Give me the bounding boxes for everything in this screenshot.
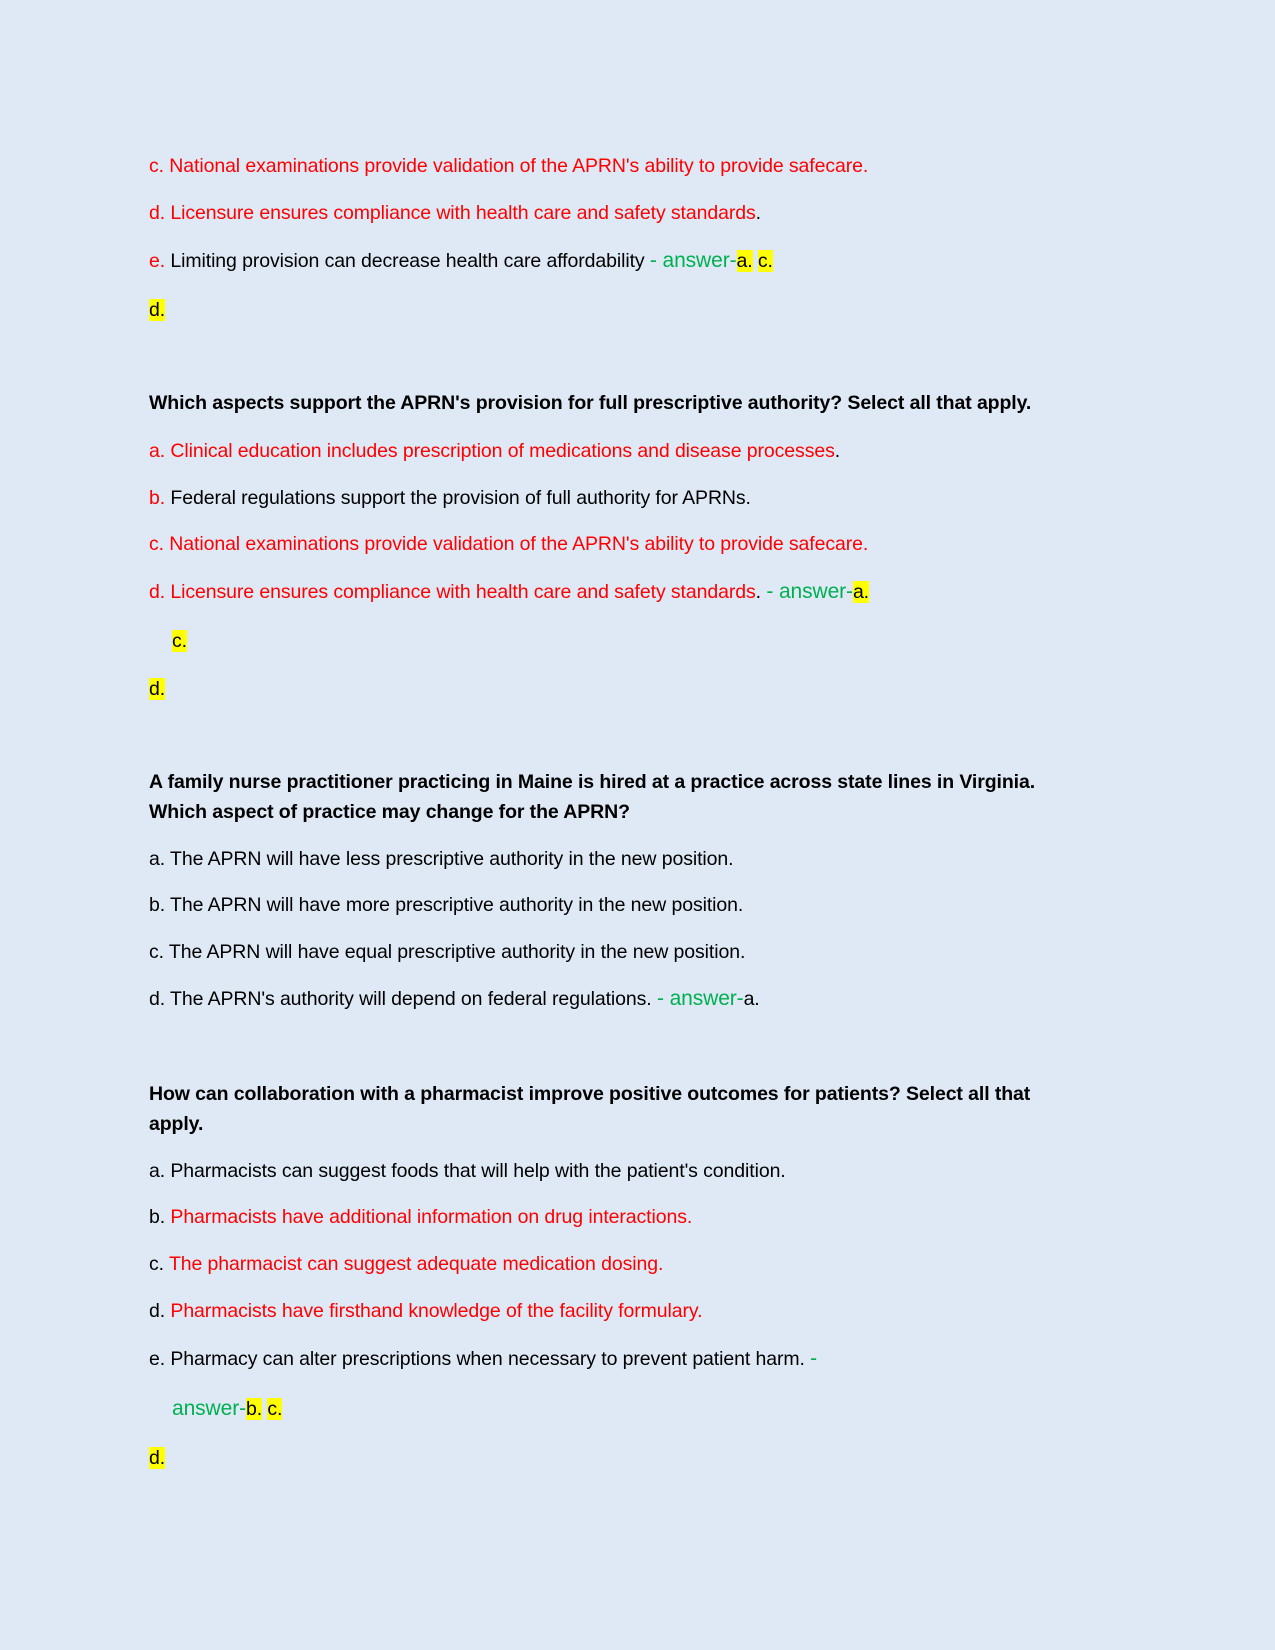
q2-option-a: a. The APRN will have less prescriptive authority in the new position. <box>149 848 734 870</box>
fragment-answer-continued <box>149 298 165 322</box>
option-text: Limiting provision can decrease health care affordability <box>170 250 645 272</box>
answer-highlight: c. <box>757 250 773 272</box>
option-letter: d. <box>149 581 166 603</box>
q3-answer-continued <box>149 1446 165 1470</box>
answer-marker: answer- <box>172 1397 246 1420</box>
q1-option-c <box>149 532 868 556</box>
question-prompt: A family nurse practitioner practicing in Maine is hired at a practice across state lines in Virginia. Which aspect of practice may change for the APRN? <box>149 771 1036 823</box>
option-letter: c. <box>149 155 164 177</box>
q3-option-d <box>149 1299 702 1323</box>
q1-option-b <box>149 486 751 510</box>
answer-marker: - answer- <box>766 580 853 603</box>
fragment-option-d <box>149 201 761 225</box>
answer-highlight: d. <box>149 1447 166 1469</box>
option-letter: c. <box>149 1253 164 1275</box>
option-text: National examinations provide validation of the APRN's ability to provide safecare. <box>169 533 869 555</box>
option-text: Pharmacists have firsthand knowledge of the facility formulary. <box>170 1300 703 1322</box>
option-letter: b. <box>149 1206 166 1228</box>
q2-option-d <box>149 987 760 1011</box>
fragment-option-c <box>149 154 868 178</box>
option-text: National examinations provide validation of the APRN's ability to provide safecare. <box>169 155 869 177</box>
option-period: . <box>755 581 761 603</box>
question-prompt: How can collaboration with a pharmacist improve positive outcomes for patients? Select all that apply. <box>149 1083 1031 1135</box>
option-text: d. The APRN's authority will depend on federal regulations. <box>149 988 652 1010</box>
option-text: Licensure ensures compliance with health care and safety standards <box>170 581 756 603</box>
option-text: Pharmacists have additional information on drug interactions. <box>170 1206 693 1228</box>
answer-highlight: a. <box>852 581 870 603</box>
answer-highlight: c. <box>267 1398 283 1420</box>
option-letter: a. <box>149 440 166 462</box>
q3-option-b <box>149 1205 692 1229</box>
answer-marker-dash: - <box>810 1347 818 1370</box>
q3-option-a: a. Pharmacists can suggest foods that will help with the patient's condition. <box>149 1160 786 1182</box>
answer-letter: a. <box>743 988 760 1010</box>
q3-option-e <box>149 1347 817 1371</box>
option-letter: e. <box>149 250 166 272</box>
q1-option-a <box>149 439 840 463</box>
answer-highlight: a. <box>736 250 753 272</box>
answer-marker: - answer- <box>656 987 744 1010</box>
fragment-option-e <box>149 249 773 273</box>
question-prompt: Which aspects support the APRN's provision for full prescriptive authority? Select all that apply. <box>149 392 1032 414</box>
option-letter: d. <box>149 1300 166 1322</box>
option-period: . <box>834 440 841 462</box>
q2-option-b: b. The APRN will have more prescriptive authority in the new position. <box>149 894 744 916</box>
option-text: Federal regulations support the provision of full authority for APRNs. <box>170 487 751 509</box>
q3-option-c <box>149 1252 663 1276</box>
option-period: . <box>755 202 761 224</box>
answer-highlight: b. <box>246 1398 263 1420</box>
option-letter: b. <box>149 487 166 509</box>
q1-answer-continued <box>172 629 187 653</box>
answer-marker: - answer- <box>649 249 737 272</box>
q1-answer-continued-2 <box>149 677 165 701</box>
q2-option-c: c. The APRN will have equal prescriptive authority in the new position. <box>149 941 746 963</box>
answer-highlight: d. <box>149 678 166 700</box>
option-letter: d. <box>149 202 166 224</box>
option-letter: c. <box>149 533 164 555</box>
option-text: e. Pharmacy can alter prescriptions when necessary to prevent patient harm. <box>149 1348 805 1370</box>
option-text: Clinical education includes prescription of medications and disease processes <box>170 440 835 462</box>
answer-highlight: c. <box>172 630 187 652</box>
q3-answer-line <box>172 1397 282 1421</box>
option-text: Licensure ensures compliance with health care and safety standards <box>170 202 756 224</box>
q1-option-d <box>149 580 869 604</box>
option-text: The pharmacist can suggest adequate medication dosing. <box>168 1253 664 1275</box>
answer-highlight: d. <box>149 299 166 321</box>
